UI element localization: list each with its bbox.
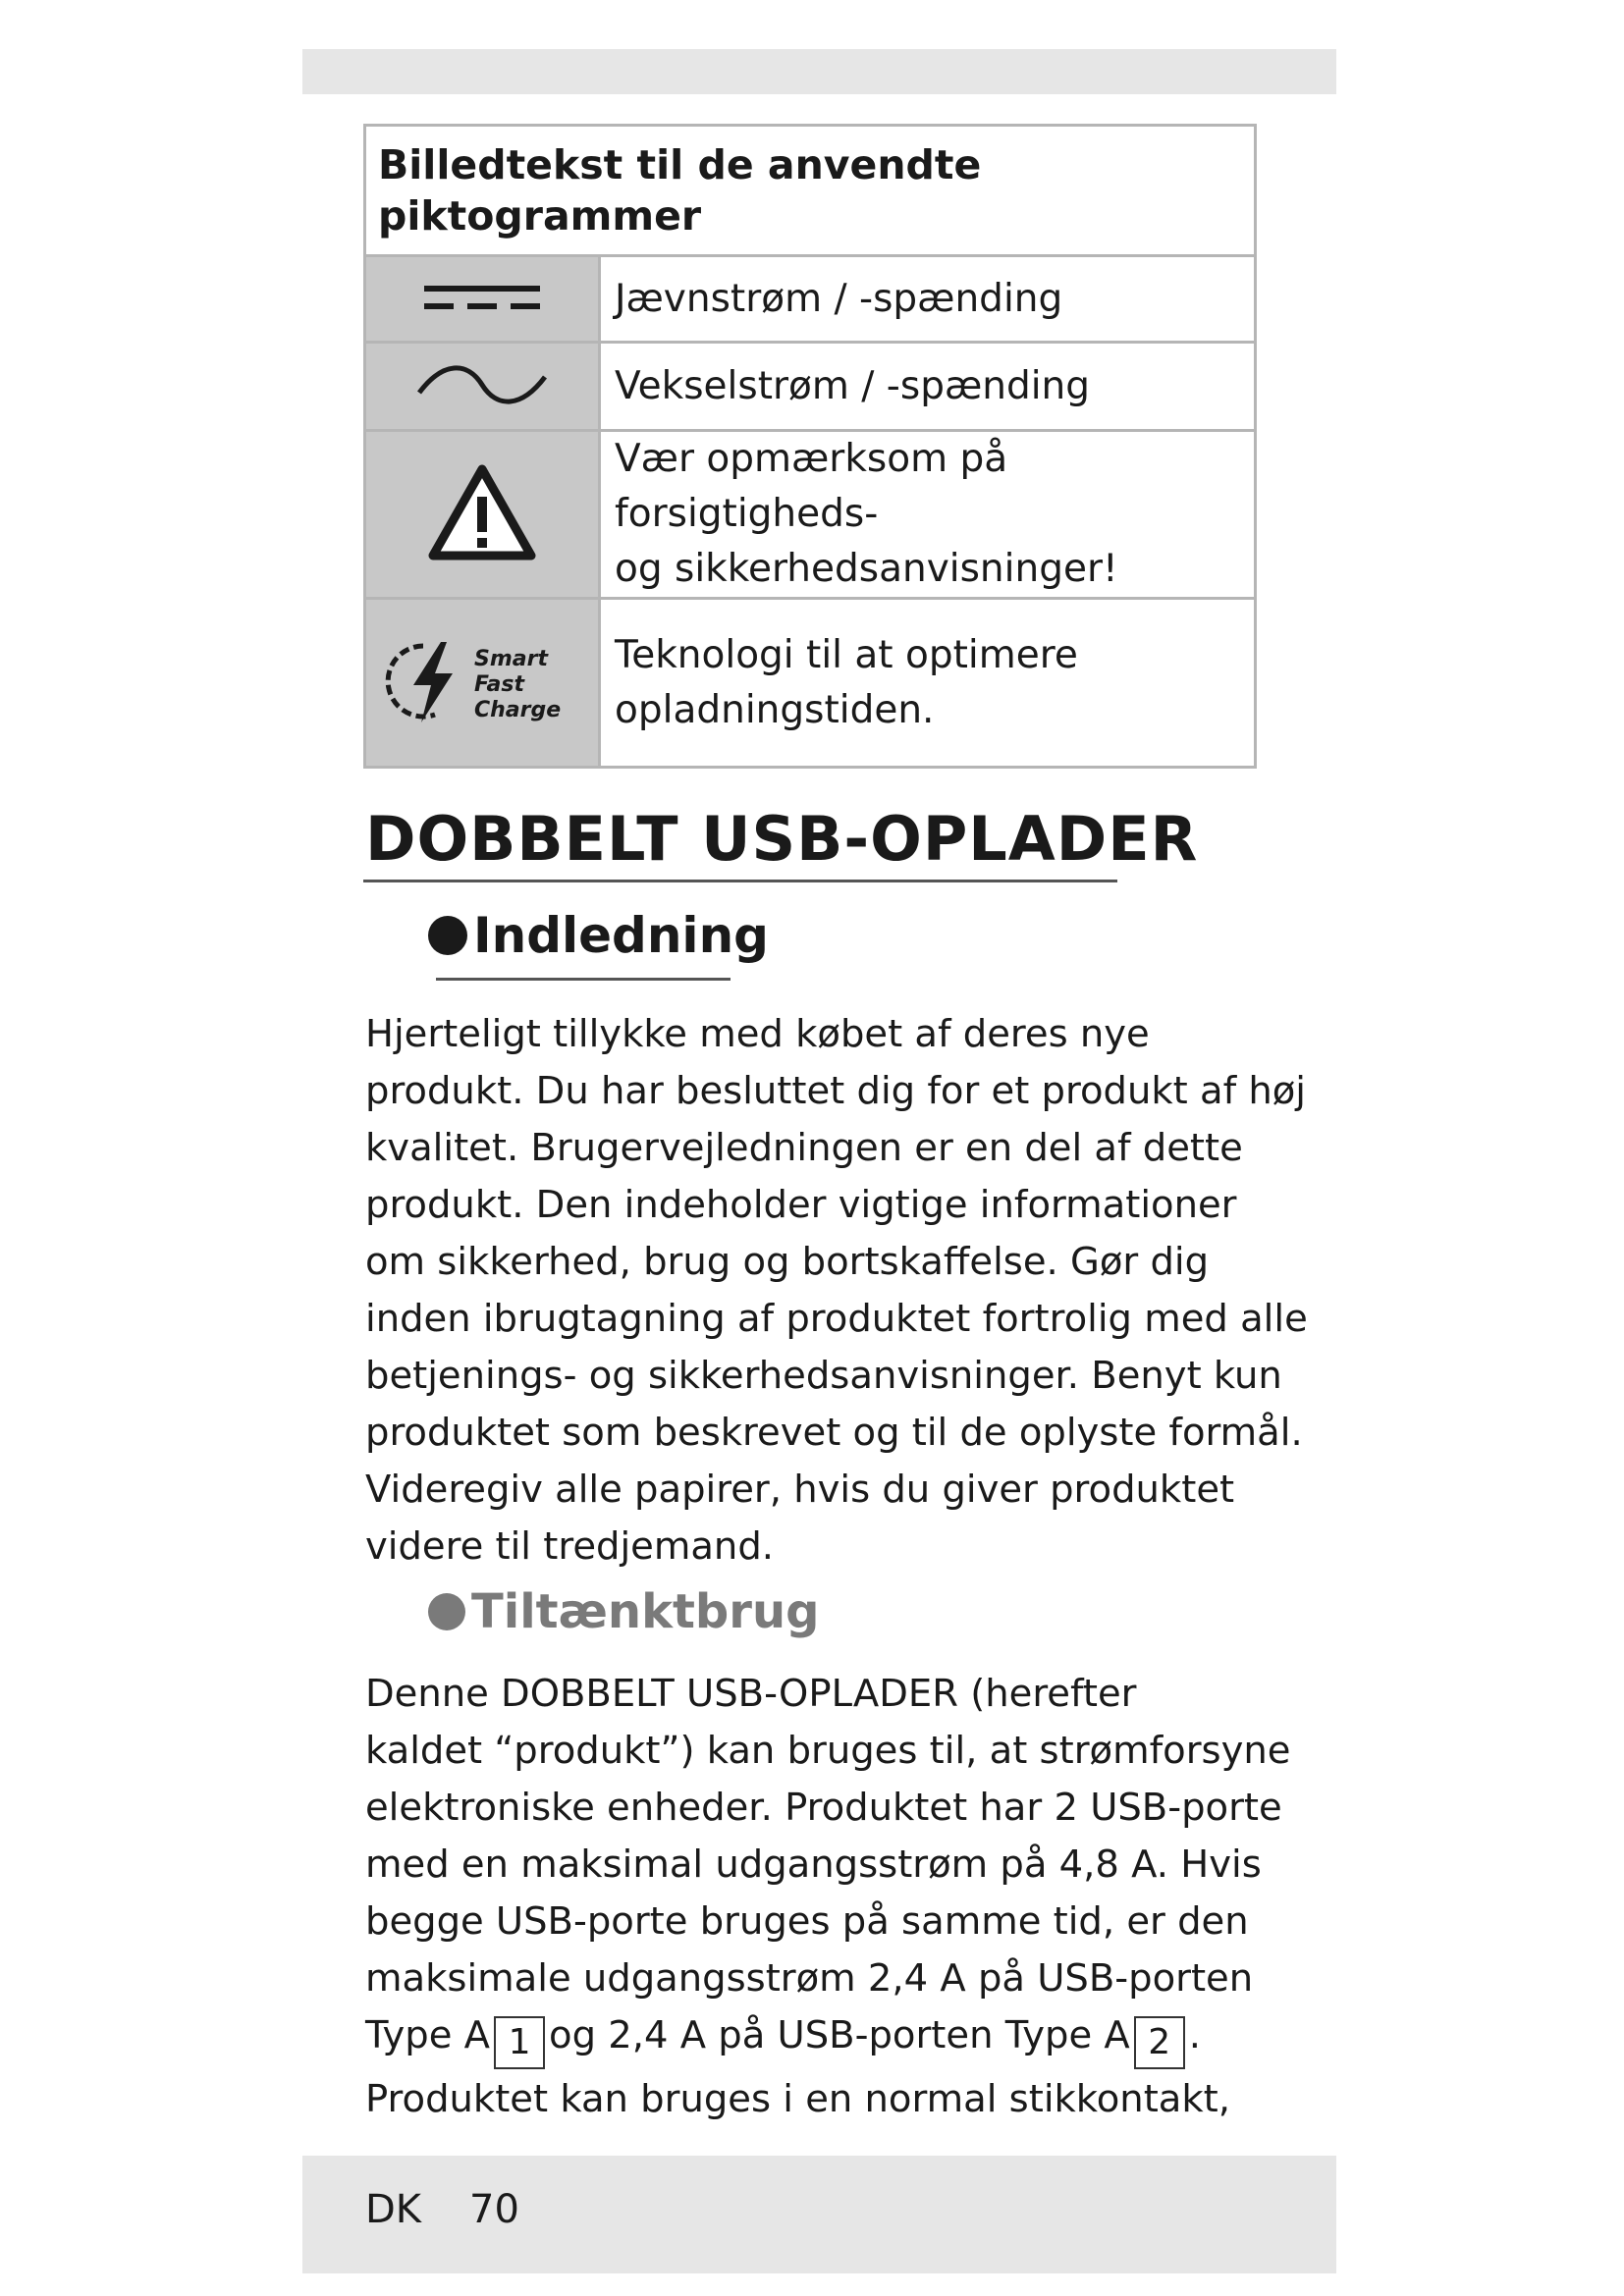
caption-line-2: piktogrammer: [378, 192, 702, 240]
text-part: .: [1188, 2013, 1201, 2057]
table-row: [365, 343, 1256, 431]
page-title: DOBBELT USB-OPLADER: [365, 803, 1199, 875]
text-line: maksimale udgangsstrøm 2,4 A på USB-porten: [365, 1956, 1254, 2001]
text-line: [365, 2007, 1259, 2069]
text-line: om sikkerhed, brug og bortskaffelse. Gør dig: [365, 1240, 1210, 1284]
page-number: 70: [469, 2187, 519, 2232]
smart-fast-charge-icon: [384, 632, 580, 730]
table-row: [365, 431, 1256, 599]
header-band: [302, 49, 1336, 94]
intended-use-paragraph: [365, 1666, 1291, 2069]
warning-triangle-icon: [427, 463, 537, 561]
text-line: Produktet kan bruges i en normal stikkontakt,: [365, 2077, 1231, 2121]
icon-text-fast: Fast: [474, 671, 524, 697]
table-caption: [365, 126, 1256, 256]
title-underline: [363, 880, 1117, 882]
row-text: opladningstiden.: [615, 687, 935, 732]
footer-band: [302, 2156, 1336, 2273]
table-row: [365, 256, 1256, 343]
reference-number-1: 1: [494, 2016, 545, 2069]
text-part: og 2,4 A på USB-porten Type A: [549, 2013, 1130, 2057]
bullet-icon: [428, 1593, 465, 1630]
text-line: elektroniske enheder. Produktet har 2 USB-porte: [365, 1786, 1282, 1830]
intro-paragraph: [365, 1006, 1308, 1575]
text-line: Videregiv alle papirer, hvis du giver produktet: [365, 1468, 1235, 1512]
pictogram-table: [363, 124, 1257, 769]
text-line: inden ibrugtagning af produktet fortrolig med alle: [365, 1297, 1308, 1341]
heading-text: Tiltænktbrug: [471, 1584, 820, 1639]
text-line: produkt. Du har besluttet dig for et produkt af høj: [365, 1069, 1307, 1113]
alternating-current-icon: [413, 363, 551, 406]
text-line: videre til tredjemand.: [365, 1524, 774, 1569]
section-heading-intro: [428, 907, 769, 964]
next-paragraph: [365, 2071, 1259, 2128]
caption-line-1: Billedtekst til de anvendte: [378, 141, 982, 188]
text-part: Type A: [365, 2013, 491, 2057]
row-text: Vær opmærksom på forsigtigheds-: [615, 437, 1008, 536]
text-line: kvalitet. Brugervejledningen er en del af dette: [365, 1126, 1243, 1170]
table-row: [365, 599, 1256, 768]
text-line: produkt. Den indeholder vigtige informationer: [365, 1183, 1237, 1227]
footer-language: DK: [365, 2187, 422, 2232]
row-text: Jævnstrøm / -spænding: [615, 276, 1063, 321]
text-line: Hjerteligt tillykke med købet af deres nye: [365, 1012, 1150, 1056]
icon-text-smart: Smart: [474, 646, 548, 671]
section-heading-intended-use: [428, 1584, 820, 1639]
text-line: begge USB-porte bruges på samme tid, er den: [365, 1899, 1249, 1944]
icon-text-charge: Charge: [474, 697, 562, 722]
text-line: produktet som beskrevet og til de oplyste formål.: [365, 1411, 1303, 1455]
row-text: Vekselstrøm / -spænding: [615, 363, 1091, 408]
heading-underline: [436, 978, 731, 981]
reference-number-2: 2: [1134, 2016, 1185, 2069]
heading-text: Indledning: [473, 907, 769, 964]
bullet-icon: [428, 916, 467, 955]
text-line: Denne DOBBELT USB-OPLADER (herefter: [365, 1672, 1137, 1716]
text-line: kaldet “produkt”) kan bruges til, at strømforsyne: [365, 1729, 1291, 1773]
text-line: med en maksimal udgangsstrøm på 4,8 A. Hvis: [365, 1842, 1262, 1887]
text-line: betjenings- og sikkerhedsanvisninger. Benyt kun: [365, 1354, 1282, 1398]
row-text: Teknologi til at optimere: [615, 632, 1078, 677]
row-text: og sikkerhedsanvisninger!: [615, 547, 1118, 591]
direct-current-icon: [418, 278, 546, 317]
